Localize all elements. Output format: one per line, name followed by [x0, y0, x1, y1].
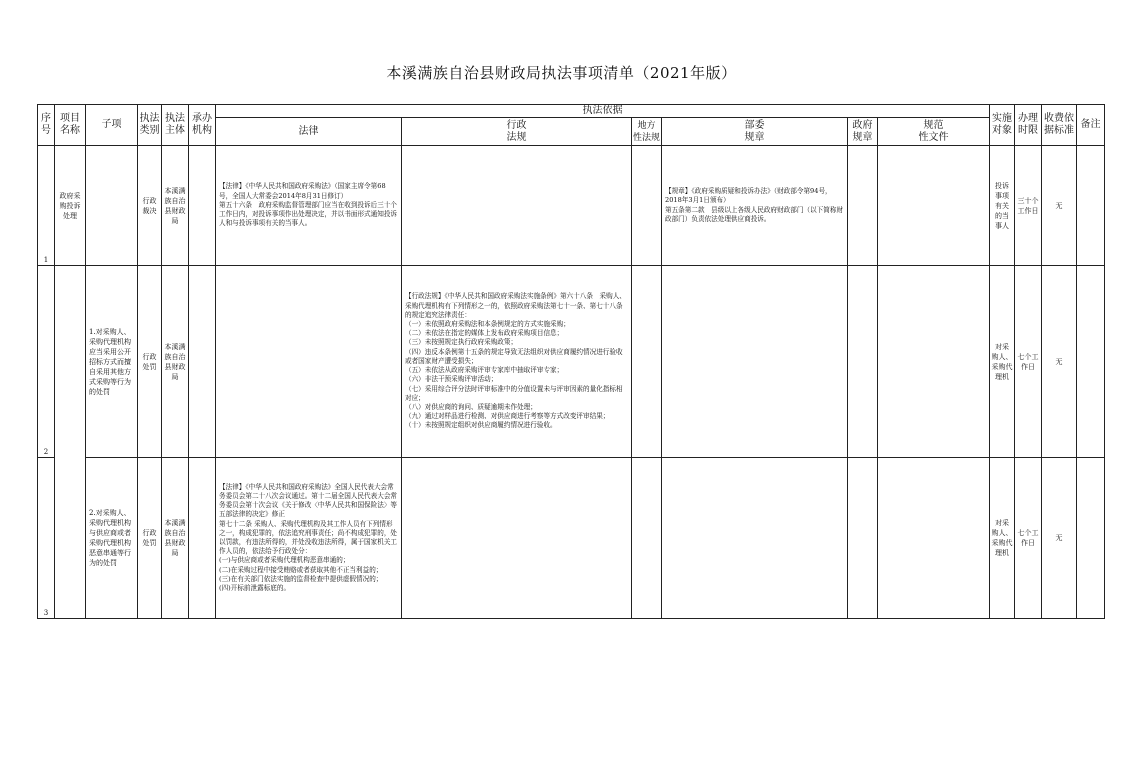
header-undertaker: 承办 机构 [189, 105, 216, 146]
cell-local-reg [632, 458, 662, 619]
header-item-name: 项目 名称 [55, 105, 86, 146]
cell-law [216, 266, 402, 458]
cell-time-limit: 七个工 作日 [1015, 458, 1042, 619]
header-target: 实施 对象 [990, 105, 1015, 146]
cell-dept-rule [662, 458, 848, 619]
header-dept-rule: 部委 规章 [662, 118, 848, 146]
cell-fee-basis: 无 [1042, 146, 1077, 266]
header-law-subject: 执法 主体 [162, 105, 189, 146]
cell-law: 【法律】《中华人民共和国政府采购法》（国家主席令第68号，全国人大常委会2014年8月31日修订） 第五十六条 政府采购监督管理部门应当在收到投诉后三十个工作日内，对投诉事项作出处理决定，并以书面形式通知投诉人和与投诉事项有关的当事人。 [216, 146, 402, 266]
cell-law-subject: 本溪满 族自治 县财政 局 [162, 146, 189, 266]
cell-gov-rule [848, 458, 878, 619]
cell-undertaker [189, 266, 216, 458]
cell-norm-doc [878, 458, 990, 619]
page-title: 本溪满族自治县财政局执法事项清单（2021年版） [386, 64, 737, 82]
header-seq: 序 号 [38, 105, 55, 146]
cell-target: 对采 购人、 采购代 理机 [990, 266, 1015, 458]
cell-target: 投诉 事项 有关 的当 事人 [990, 146, 1015, 266]
cell-law-type: 行政 处罚 [138, 458, 162, 619]
cell-gov-rule [848, 146, 878, 266]
header-local-reg: 地方 性法规 [632, 118, 662, 146]
cell-law-type: 行政 裁决 [138, 146, 162, 266]
header-row-1 [38, 105, 1105, 118]
cell-norm-doc [878, 266, 990, 458]
cell-admin-reg [402, 146, 632, 266]
header-time-limit: 办理 时限 [1015, 105, 1042, 146]
header-fee-basis: 收费依 据标准 [1042, 105, 1077, 146]
cell-dept-rule: 【规章】《政府采购质疑和投诉办法》（财政部令第94号，2018年3月1日颁布） 第五条第二款 县级以上各级人民政府财政部门（以下简称财政部门）负责依法处理供应商投诉。 [662, 146, 848, 266]
cell-undertaker [189, 146, 216, 266]
cell-local-reg [632, 146, 662, 266]
enforcement-table [37, 104, 1105, 619]
cell-sub-item: 2.对采购人、采购代理机构与供应商或者采购代理机构恶意串通等行为的处罚 [86, 458, 138, 619]
cell-item-name: 政府采 购投诉 处理 [55, 146, 86, 266]
cell-seq: 3 [38, 458, 55, 619]
cell-sub-item: 1.对采购人、采购代理机构应当采用公开招标方式而擅自采用其他方式采购等行为的处罚 [86, 266, 138, 458]
table-row [38, 458, 1105, 619]
cell-law-subject: 本溪满 族自治 县财政 局 [162, 458, 189, 619]
cell-time-limit: 七个工 作日 [1015, 266, 1042, 458]
cell-norm-doc [878, 146, 990, 266]
cell-seq: 2 [38, 266, 55, 458]
cell-law-type: 行政 处罚 [138, 266, 162, 458]
header-gov-rule: 政府 规章 [848, 118, 878, 146]
table-row [38, 146, 1105, 266]
header-sub-item: 子项 [86, 105, 138, 146]
header-law-type: 执法 类别 [138, 105, 162, 146]
cell-admin-reg: 【行政法规】《中华人民共和国政府采购法实施条例》第六十八条 采购人、采购代理机构有下列情形之一的，依照政府采购法第七十一条、第七十八条的规定追究法律责任： （一）未依照政府采购法和本条例规定的方式实施采购； （二）未依法在指定的媒体上发布政府采购项目信息； （三）未按照规定执行政府采购政策； （四）违反本条例第十五条的规定导致无法组织对供应商履约情况进行验收或者国家财产遭受损失； （五）未依法从政府采购评审专家库中抽取评审专家； （六）非法干预采购评审活动； （七）采用综合评分法时评审标准中的分值设置未与评审因素的量化指标相对应； （八）对供应商的询问、质疑逾期未作处理； （九）通过对样品进行检测、对供应商进行考察等方式改变评审结果； （十）未按照规定组织对供应商履约情况进行验收。 [402, 266, 632, 458]
header-norm-doc: 规范 性文件 [878, 118, 990, 146]
table-row [38, 266, 1105, 458]
header-law: 法律 [216, 118, 402, 146]
cell-remark [1077, 146, 1105, 266]
cell-dept-rule [662, 266, 848, 458]
header-remark: 备注 [1077, 105, 1105, 146]
header-basis: 执法依据 [216, 105, 990, 118]
cell-law: 【法律】《中华人民共和国政府采购法》全国人民代表大会常务委员会第二十八次会议通过。第十二届全国人民代表大会常务委员会第十次会议《关于修改〈中华人民共和国保险法〉等五部法律的决定》修正 第七十二条 采购人、采购代理机构及其工作人员有下列情形之一，构成犯罪的，依法追究刑事责任；尚不构成犯罪的，处以罚款，有违法所得的，并处没收违法所得，属于国家机关工作人员的，依法给予行政处分： (一)与供应商或者采购代理机构恶意串通的； (二)在采购过程中接受贿赂或者获取其他不正当利益的； (三)在有关部门依法实施的监督检查中提供虚假情况的； (四)开标前泄露标底的。 [216, 458, 402, 619]
cell-sub-item [86, 146, 138, 266]
cell-local-reg [632, 266, 662, 458]
cell-undertaker [189, 458, 216, 619]
cell-seq: 1 [38, 146, 55, 266]
cell-fee-basis: 无 [1042, 266, 1077, 458]
cell-target: 对采 购人、 采购代 理机 [990, 458, 1015, 619]
cell-item-name [55, 266, 86, 619]
cell-remark [1077, 458, 1105, 619]
cell-time-limit: 三十个 工作日 [1015, 146, 1042, 266]
cell-fee-basis: 无 [1042, 458, 1077, 619]
cell-gov-rule [848, 266, 878, 458]
cell-admin-reg [402, 458, 632, 619]
cell-law-subject: 本溪满 族自治 县财政 局 [162, 266, 189, 458]
cell-remark [1077, 266, 1105, 458]
header-admin-reg: 行政 法规 [402, 118, 632, 146]
